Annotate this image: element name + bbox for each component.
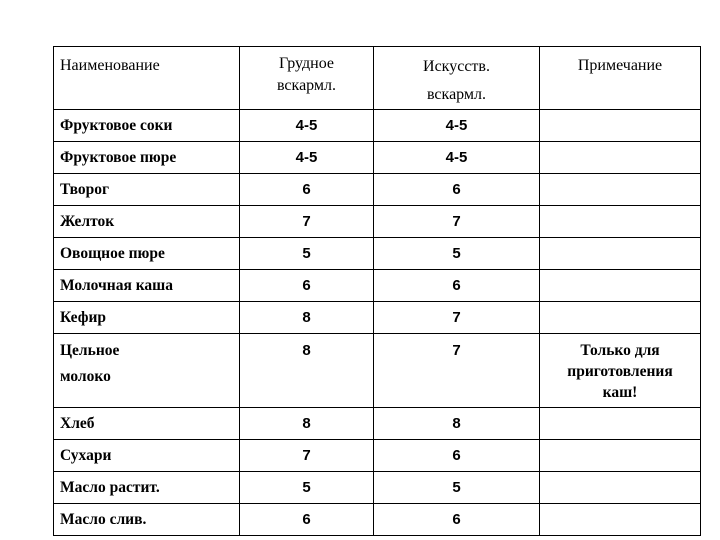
note-line: каш! — [602, 384, 638, 401]
cell-product-name — [54, 110, 240, 142]
header-breast-line: вскармл. — [276, 77, 337, 94]
cell-note — [540, 142, 701, 174]
product-name-line: Хлеб — [60, 414, 95, 432]
cell-note — [540, 440, 701, 472]
note-line: Только для — [580, 342, 660, 359]
header-artificial-feeding — [374, 47, 540, 110]
cell-breast-month: 6 — [240, 174, 374, 206]
cell-breast-month: 7 — [240, 206, 374, 238]
cell-note — [540, 302, 701, 334]
table-row — [54, 206, 701, 238]
header-breast-feeding — [240, 47, 374, 110]
cell-note — [540, 238, 701, 270]
table-row — [54, 472, 701, 504]
cell-artificial-month: 8 — [374, 408, 540, 440]
cell-product-name — [54, 440, 240, 472]
cell-breast-month: 4-5 — [240, 110, 374, 142]
table-row — [54, 110, 701, 142]
table-row — [54, 270, 701, 302]
cell-artificial-month: 6 — [374, 504, 540, 536]
header-artificial-line: Искусств. — [423, 58, 490, 75]
table-row — [54, 504, 701, 536]
cell-breast-month: 8 — [240, 302, 374, 334]
cell-note — [540, 270, 701, 302]
cell-product-name — [54, 142, 240, 174]
header-note: Примечание — [540, 47, 701, 110]
cell-note — [540, 472, 701, 504]
table-header-row — [54, 47, 701, 110]
cell-breast-month: 4-5 — [240, 142, 374, 174]
product-name-line: Творог — [60, 180, 109, 198]
table-row — [54, 174, 701, 206]
cell-product-name — [54, 504, 240, 536]
cell-breast-month: 5 — [240, 238, 374, 270]
product-name-line: Масло растит. — [60, 478, 160, 496]
product-name-line: молоко — [60, 368, 111, 385]
cell-breast-month: 6 — [240, 270, 374, 302]
header-artificial-line: вскармл. — [426, 86, 487, 103]
product-name-line: Фруктовое пюре — [60, 148, 177, 166]
cell-note — [540, 174, 701, 206]
complementary-feeding-table — [53, 46, 701, 536]
cell-product-name — [54, 174, 240, 206]
header-name: Наименование — [54, 47, 240, 110]
product-name-line: Молочная каша — [60, 276, 173, 294]
cell-product-name — [54, 334, 240, 408]
cell-artificial-month: 4-5 — [374, 142, 540, 174]
cell-breast-month: 6 — [240, 504, 374, 536]
cell-note — [540, 504, 701, 536]
table-row — [54, 302, 701, 334]
table-row — [54, 142, 701, 174]
product-name-line: Кефир — [60, 308, 106, 326]
product-name-line: Масло слив. — [60, 510, 147, 528]
header-breast-line: Грудное — [278, 55, 335, 72]
product-name-line: Сухари — [60, 446, 112, 464]
cell-product-name — [54, 472, 240, 504]
cell-artificial-month: 6 — [374, 174, 540, 206]
cell-note — [540, 408, 701, 440]
product-name-line: Фруктовое соки — [60, 116, 173, 134]
table-row — [54, 238, 701, 270]
cell-product-name — [54, 238, 240, 270]
cell-note — [540, 110, 701, 142]
cell-product-name — [54, 408, 240, 440]
product-name-line: Желток — [60, 212, 115, 230]
table-row — [54, 440, 701, 472]
table-row — [54, 408, 701, 440]
cell-artificial-month: 5 — [374, 238, 540, 270]
cell-artificial-month: 6 — [374, 270, 540, 302]
cell-product-name — [54, 270, 240, 302]
cell-breast-month: 8 — [240, 408, 374, 440]
cell-product-name — [54, 302, 240, 334]
cell-note — [540, 334, 701, 408]
cell-breast-month: 8 — [240, 334, 374, 408]
note-line: приготовления — [567, 363, 673, 380]
product-name-line: Цельное — [60, 342, 120, 359]
cell-artificial-month: 6 — [374, 440, 540, 472]
cell-artificial-month: 7 — [374, 302, 540, 334]
cell-breast-month: 5 — [240, 472, 374, 504]
table-row — [54, 334, 701, 408]
cell-artificial-month: 5 — [374, 472, 540, 504]
cell-artificial-month: 7 — [374, 334, 540, 408]
cell-note — [540, 206, 701, 238]
cell-artificial-month: 7 — [374, 206, 540, 238]
cell-product-name — [54, 206, 240, 238]
cell-breast-month: 7 — [240, 440, 374, 472]
product-name-line: Овощное пюре — [60, 244, 165, 262]
cell-artificial-month: 4-5 — [374, 110, 540, 142]
